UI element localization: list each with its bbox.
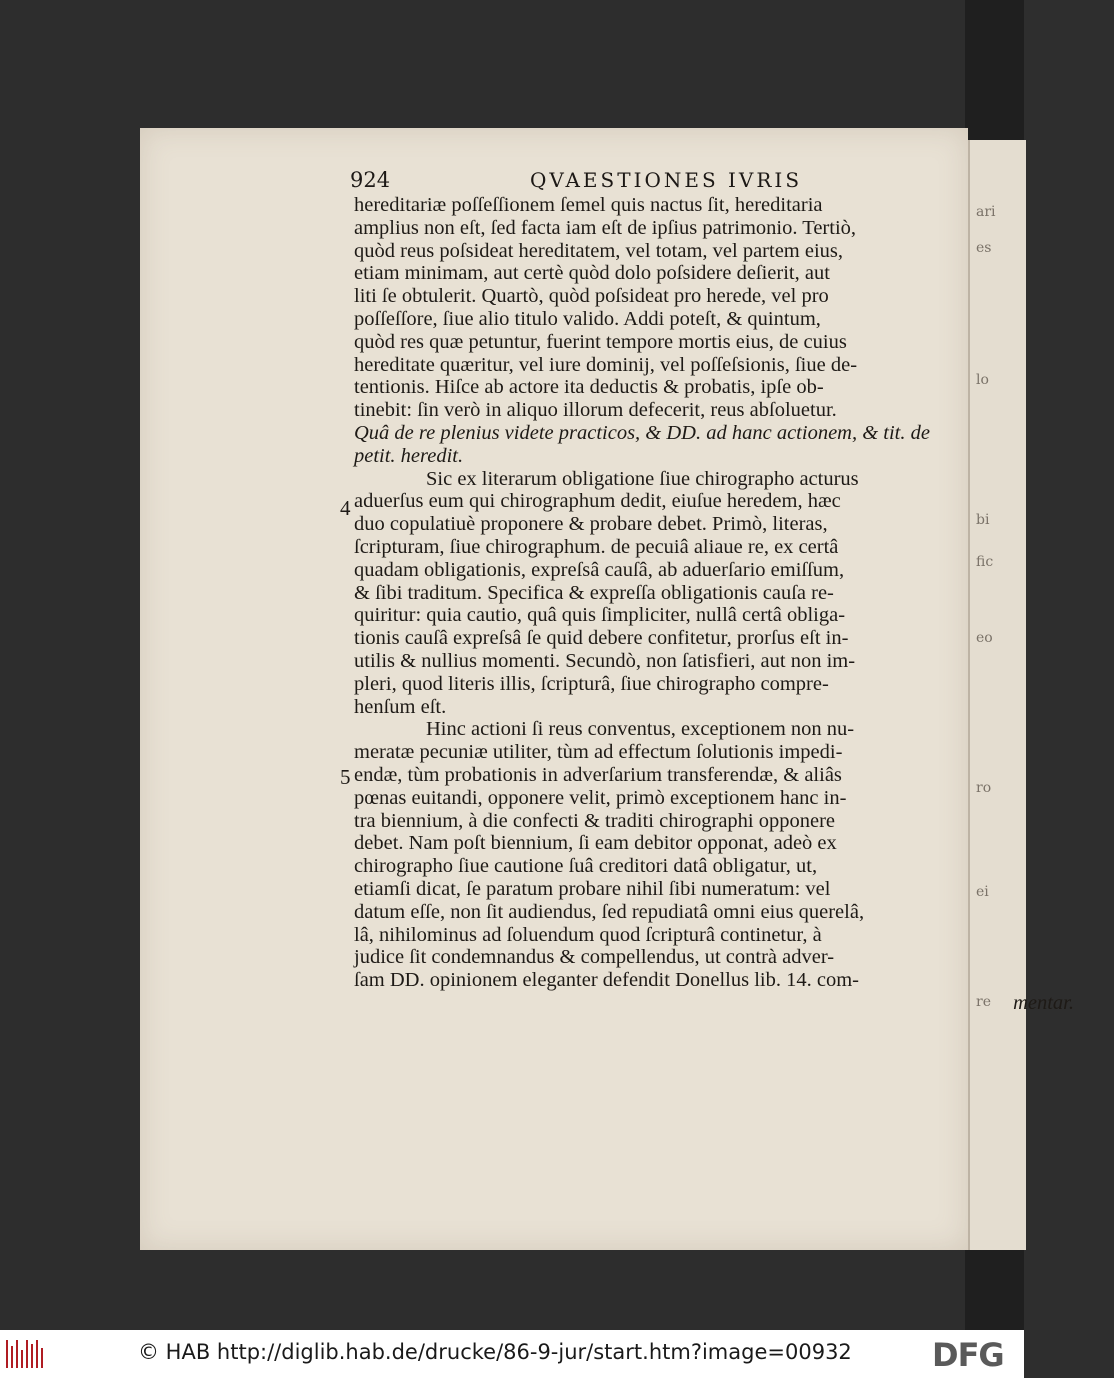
book-page [140,128,1074,1250]
bleed-text: re [976,994,991,1010]
text-line: debet. Nam poſt biennium, ſi eam debitor opponat, adeò ex [354,832,837,855]
running-title: QVAESTIONES IVRIS [530,168,803,192]
bleed-text: ro [976,780,992,796]
text-line: tinebit: ſin verò in aliquo illorum defecerit, reus abſoluetur. [354,399,837,422]
text-line: liti ſe obtulerit. Quartò, quòd poſsideat pro herede, vel pro [354,285,829,308]
text-line: Sic ex literarum obligatione ſiue chirographo acturus [426,467,859,490]
text-line: quòd res quæ petuntur, fuerint tempore mortis eius, de cuius [354,330,847,353]
text-line: pleri, quod literis illis, ſcripturâ, ſiue chirographo compre- [354,672,829,695]
text-line: quadam obligationis, expreſsâ cauſâ, ab aduerſario emiſſum, [354,558,845,581]
hab-logo-icon [6,1340,46,1368]
bleed-text: ari [976,204,996,220]
text-line: datum eſſe, non ſit audiendus, ſed repudiatâ omni eius querelâ, [354,900,865,923]
text-line: endæ, tùm probationis in adverſarium transferendæ, & aliâs [354,763,842,786]
bleed-text: ei [976,884,989,900]
bleed-text: bi [976,512,990,528]
text-line: chirographo ſiue cautione ſuâ creditori datâ obligatur, ut, [354,855,818,878]
text-line: aduerſus eum qui chirographum dedit, eiuſue heredem, hæc [354,490,841,513]
text-line: henſum eſt. [354,695,447,718]
copyright-link[interactable]: © HAB http://diglib.hab.de/drucke/86-9-jur/start.htm?image=00932 [138,1340,852,1364]
text-line: Quâ de re plenius videte practicos, & DD. ad hanc actionem, & tit. de [354,421,930,444]
text-line: Hinc actioni ſi reus conventus, exceptionem non nu- [426,718,855,741]
bleed-text: eo [976,630,993,646]
dfg-logo: DFG [932,1336,1004,1374]
text-line: utilis & nullius momenti. Secundò, non ſatisfieri, aut non im- [354,649,856,672]
page-number: 924 [350,168,391,192]
text-line: duo copulatiuè proponere & probare debet. Primò, literas, [354,513,828,536]
text-line: quòd reus poſsideat hereditatem, vel totam, vel partem eius, [354,239,844,262]
text-line: & ſibi traditum. Specifica & expreſſa obligationis cauſa re- [354,581,834,604]
bleed-text: fic [976,554,994,570]
text-line: hereditariæ poſſeſſionem ſemel quis nactus ſit, hereditaria [354,194,823,216]
bleed-text: lo [976,372,989,388]
catchword: mentar. [1013,991,1074,1014]
body-text [354,194,1114,1015]
text-line: ſam DD. opinionem eleganter defendit Donellus lib. 14. com- [354,969,859,992]
footer-bar [0,1330,1024,1378]
text-line: hereditate quæritur, vel iure dominij, vel poſſeſsionis, ſiue de- [354,353,858,376]
text-line: pœnas euitandi, opponere velit, primò exceptionem hanc in- [354,786,847,809]
text-line: amplius non eſt, ſed facta iam eſt de ipſius patrimonio. Tertiò, [354,216,857,239]
text-line: quiritur: quia cautio, quâ quis ſimpliciter, nullâ certâ obliga- [354,604,846,627]
text-line: lâ, nihilominus ad ſoluendum quod ſcripturâ continetur, à [354,923,822,946]
text-line: petit. heredit. [354,444,464,467]
margin-number-5: 5 [340,765,351,789]
text-line: etiamſi dicat, ſe paratum probare nihil ſibi numeratum: vel [354,877,831,900]
text-line: tra biennium, à die confecti & traditi chirographi opponere [354,809,836,832]
bleed-text: es [976,240,992,256]
text-line: etiam minimam, aut certè quòd dolo poſsidere deſierit, aut [354,262,830,285]
text-line: ſcripturam, ſiue chirographum. de pecuiâ aliaue re, ex certâ [354,535,839,558]
text-line: tentionis. Hiſce ab actore ita deductis & probatis, ipſe ob- [354,376,824,399]
text-line: meratæ pecuniæ utiliter, tùm ad effectum ſolutionis impedi- [354,741,843,764]
margin-number-4: 4 [340,496,351,520]
text-line: tionis cauſâ expreſsâ ſe quid debere confitetur, prorſus eſt in- [354,627,849,650]
text-line: poſſeſſore, ſiue alio titulo valido. Addi poteſt, & quintum, [354,307,821,330]
text-line: judice ſit condemnandus & compellendus, ut contrà adver- [354,946,835,969]
